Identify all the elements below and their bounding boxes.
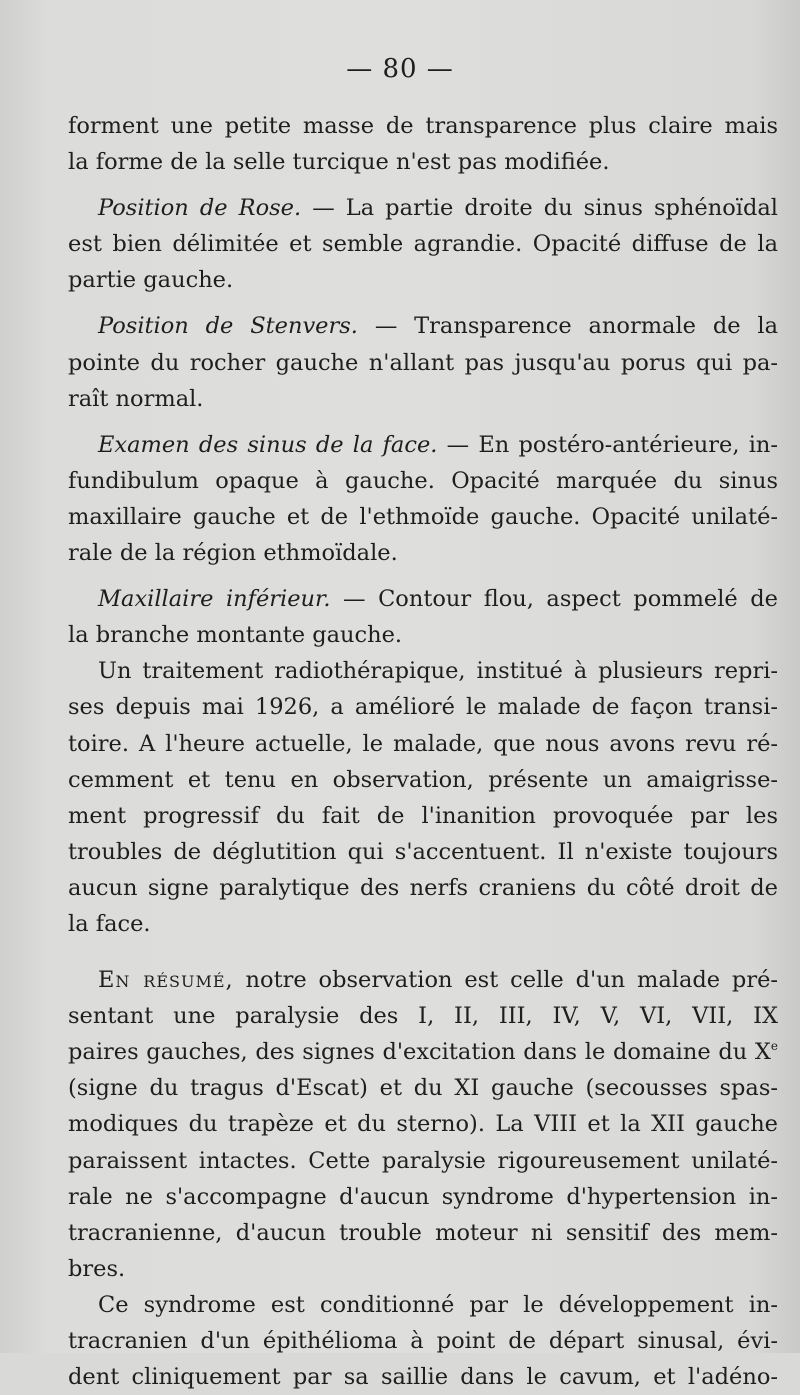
text-line: ment progressif du fait de l'inanition provoquée par les (68, 802, 778, 829)
text-line: rale de la région ethmoïdale. (68, 540, 398, 567)
text-line: dent cliniquement par sa saillie dans le cavum, et l'adéno- (68, 1364, 778, 1391)
text-line: sentant une paralysie des I, II, III, IV, V, VI, VII, IX (68, 1003, 778, 1030)
text-line: tracranienne, d'aucun trouble moteur ni sensitif des mem- (68, 1219, 778, 1246)
text-line: paires gauches, des signes d'excitation dans le domaine du Xe (68, 1039, 778, 1066)
text-line: partie gauche. (68, 267, 234, 294)
text-line: rale ne s'accompagne d'aucun syndrome d'hypertension in- (68, 1183, 778, 1210)
text-line: tracranien d'un épithélioma à point de départ sinusal, évi- (68, 1328, 778, 1354)
heading-maxillaire: Maxillaire inférieur. (98, 586, 331, 613)
text-line: la face. (68, 910, 151, 937)
text-line: ses depuis mai 1926, a amélioré le malade de façon transi- (68, 694, 778, 721)
text-line: paraissent intactes. Cette paralysie rigoureusement unilaté- (68, 1147, 778, 1174)
text-line: (signe du tragus d'Escat) et du XI gauche (secousses spas- (68, 1075, 778, 1102)
paragraph-stenvers: Position de Stenvers. — Transparence anormale de la (98, 313, 779, 340)
page-number: — 80 — (346, 54, 454, 84)
text-line: Un traitement radiothérapique, institué à plusieurs repri- (98, 658, 778, 685)
heading-position-stenvers: Position de Stenvers. (98, 313, 358, 340)
text-line: est bien délimitée et semble agrandie. Opacité diffuse de la (68, 231, 778, 258)
text-line: fundibulum opaque à gauche. Opacité marquée du sinus (68, 467, 778, 494)
text-line: forment une petite masse de transparence plus claire mais (68, 113, 778, 139)
text-line: bres. (68, 1255, 126, 1282)
body-text (68, 108, 778, 1395)
text-line: cemment et tenu en observation, présente un amaigrisse- (68, 766, 778, 793)
text-line: raît normal. (68, 385, 204, 412)
text-line: la forme de la selle turcique n'est pas modifiée. (68, 149, 610, 176)
heading-position-rose: Position de Rose. (98, 195, 302, 222)
paragraph-maxillaire: Maxillaire inférieur. — Contour flou, aspect pommelé de (98, 586, 778, 613)
paragraph-sinus: Examen des sinus de la face. — En postéro-antérieure, in- (98, 431, 778, 458)
heading-en-resume: En résumé, (98, 967, 234, 994)
text-line: maxillaire gauche et de l'ethmoïde gauche. Opacité unilaté- (68, 503, 778, 530)
text-line: modiques du trapèze et du sterno). La VIII et la XII gauche (68, 1111, 778, 1138)
text-line: toire. A l'heure actuelle, le malade, que nous avons revu ré- (68, 730, 778, 757)
text-line: Ce syndrome est conditionné par le développement in- (98, 1291, 778, 1318)
heading-examen-sinus: Examen des sinus de la face. (98, 431, 438, 458)
paragraph-rose: Position de Rose. — La partie droite du sinus sphénoïdal (98, 195, 778, 222)
text-line: troubles de déglutition qui s'accentuent. Il n'existe toujours (68, 838, 778, 865)
text-line: la branche montante gauche. (68, 622, 403, 649)
text-line: pointe du rocher gauche n'allant pas jusqu'au porus qui pa- (68, 349, 778, 376)
superscript: e (770, 1039, 778, 1054)
text-line: aucun signe paralytique des nerfs craniens du côté droit de (68, 874, 778, 901)
paragraph-resume: En résumé, notre observation est celle d'un malade pré- (98, 967, 778, 994)
